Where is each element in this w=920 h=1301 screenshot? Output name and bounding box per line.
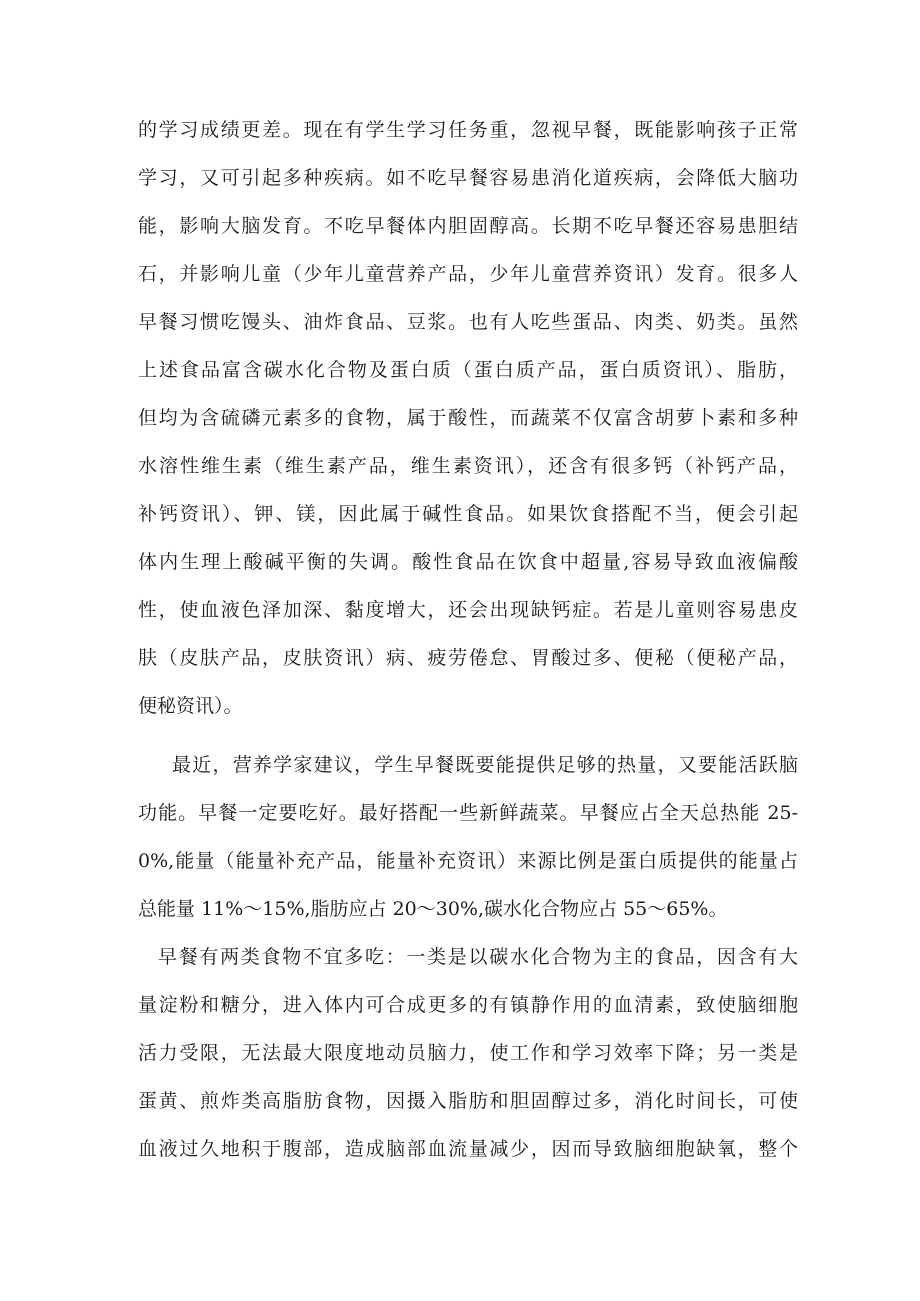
text-line: 肤（皮肤产品，皮肤资讯）病、疲劳倦怠、胃酸过多、便秘（便秘产品， [138,647,798,669]
text-line: 最近，营养学家建议，学生早餐既要能提供足够的热量，又要能活跃脑 [172,754,798,776]
text-line: 能，影响大脑发育。不吃早餐体内胆固醇高。长期不吃早餐还容易患胆结 [138,215,798,237]
text-line: 蛋黄、煎炸类高脂肪食物，因摄入脂肪和胆固醇过多，消化时间长，可使 [138,1090,798,1112]
text-line: 0%,能量（能量补充产品，能量补充资讯）来源比例是蛋白质提供的能量占 [138,850,798,872]
text-line: 总能量 11%～15%,脂肪应占 20～30%,碳水化合物应占 55～65%。 [138,898,728,920]
text-line: 学习，又可引起多种疾病。如不吃早餐容易患消化道疾病，会降低大脑功 [138,167,798,189]
text-line: 体内生理上酸碱平衡的失调。酸性食品在饮食中超量,容易导致血液偏酸 [138,551,798,573]
text-line: 但均为含硫磷元素多的食物，属于酸性，而蔬菜不仅富含胡萝卜素和多种 [138,407,798,429]
text-line: 量淀粉和糖分，进入体内可合成更多的有镇静作用的血清素，致使脑细胞 [138,994,798,1016]
text-line: 早餐有两类食物不宜多吃：一类是以碳水化合物为主的食品，因含有大 [158,946,798,968]
text-line: 活力受限，无法最大限度地动员脑力，使工作和学习效率下降；另一类是 [138,1042,798,1064]
text-line: 的学习成绩更差。现在有学生学习任务重，忽视早餐，既能影响孩子正常 [138,119,798,141]
text-line: 功能。早餐一定要吃好。最好搭配一些新鲜蔬菜。早餐应占全天总热能 25- [138,802,798,824]
text-line: 上述食品富含碳水化合物及蛋白质（蛋白质产品，蛋白质资讯）、脂肪， [138,359,798,381]
text-line: 性，使血液色泽加深、黏度增大，还会出现缺钙症。若是儿童则容易患皮 [138,599,798,621]
text-line: 早餐习惯吃馒头、油炸食品、豆浆。也有人吃些蛋品、肉类、奶类。虽然 [138,311,798,333]
text-line: 补钙资讯）、钾、镁，因此属于碱性食品。如果饮食搭配不当，便会引起 [138,503,798,525]
text-line: 便秘资讯）。 [138,695,243,717]
text-line: 石，并影响儿童（少年儿童营养产品，少年儿童营养资讯）发育。很多人 [138,263,798,285]
text-line: 水溶性维生素（维生素产品，维生素资讯），还含有很多钙（补钙产品， [138,455,798,477]
text-line: 血液过久地积于腹部，造成脑部血流量减少，因而导致脑细胞缺氧，整个 [138,1138,798,1160]
